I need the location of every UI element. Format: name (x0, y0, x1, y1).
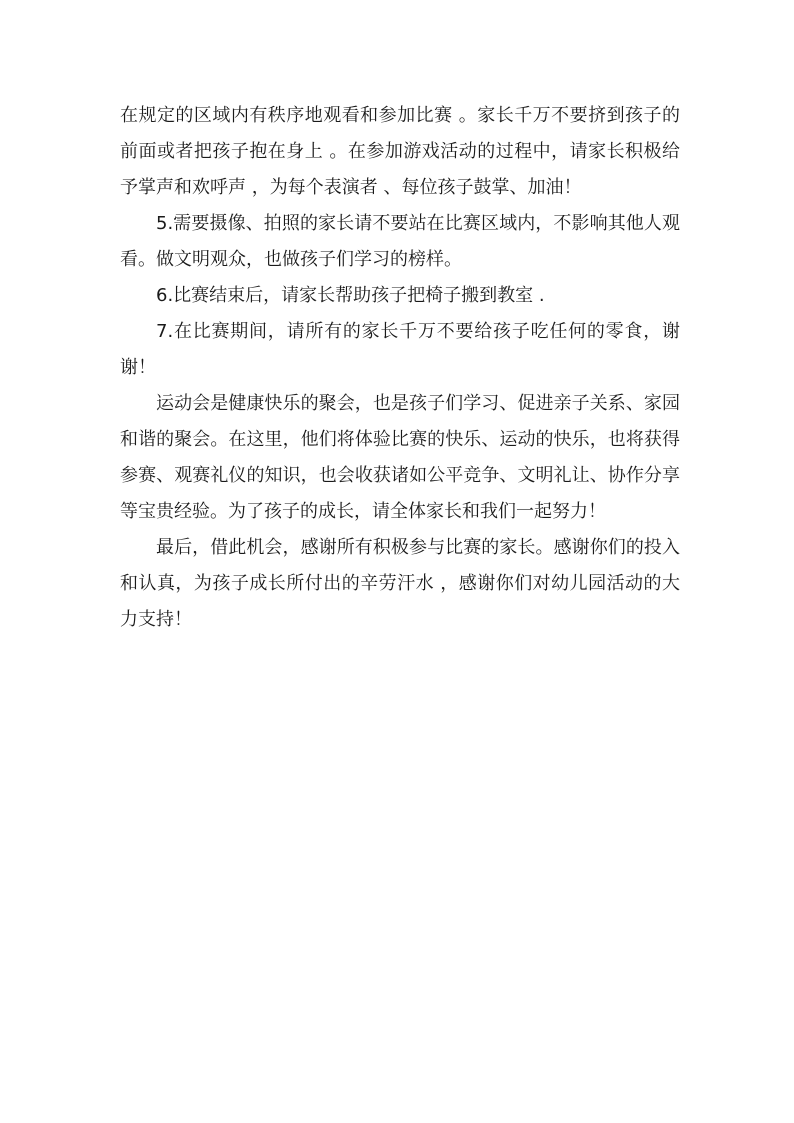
paragraph-item-5: 5.需要摄像、拍照的家长请不要站在比赛区域内，不影响其他人观看。做文明观众，也做孩子们学习的榜样。 (120, 213, 680, 270)
paragraph-summary: 运动会是健康快乐的聚会，也是孩子们学习、促进亲子关系、家园和谐的聚会。在这里，他们将体验比赛的快乐、运动的快乐，也将获得参赛、观赛礼仪的知识，也会收获诸如公平竞争、文明礼让、协作分享等宝贵经验。为了孩子的成长，请全体家长和我们一起努力！ (120, 393, 680, 522)
paragraph-item-7: 7.在比赛期间，请所有的家长千万不要给孩子吃任何的零食，谢谢！ (120, 321, 680, 378)
paragraph-continuation: 在规定的区域内有秩序地观看和参加比赛 。家长千万不要挤到孩子的前面或者把孩子抱在身上 。在参加游戏活动的过程中，请家长积极给予掌声和欢呼声 ，为每个表演者 、每位孩子鼓掌、加油！ (120, 105, 680, 198)
paragraph-item-6: 6.比赛结束后，请家长帮助孩子把椅子搬到教室 . (156, 285, 545, 306)
paragraph-closing: 最后，借此机会，感谢所有积极参与比赛的家长。感谢你们的投入和认真，为孩子成长所付出的辛劳汗水 ，感谢你们对幼儿园活动的大力支持！ (120, 537, 680, 630)
document-body (120, 98, 680, 638)
